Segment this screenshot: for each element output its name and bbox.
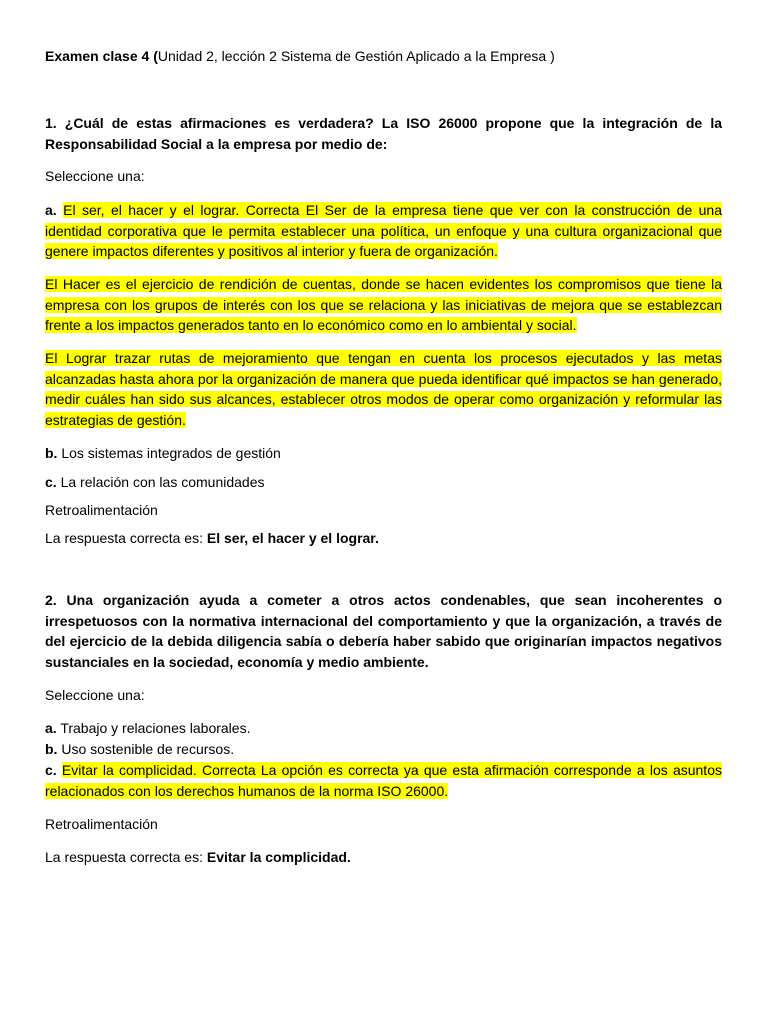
q2-correct-answer: La respuesta correcta es: Evitar la complicidad. <box>45 849 351 865</box>
q1-option-c: c. La relación con las comunidades <box>45 474 265 490</box>
q2-option-b: b. Uso sostenible de recursos. <box>45 741 235 757</box>
q1-question: 1. ¿Cuál de estas afirmaciones es verdadera? La ISO 26000 propone que la integración de la Responsabilidad Social a la empresa por medio de: <box>45 115 722 152</box>
q2-option-a: a. Trabajo y relaciones laborales. <box>45 720 251 736</box>
q1-lograr-paragraph: El Lograr trazar rutas de mejoramiento que tengan en cuenta los procesos ejecutados y las metas alcanzadas hasta ahora por la organización de manera que pueda identificar qué impactos se han generado, medir cuáles han sido sus alcances, establecer otros modos de operar como organización y reformular las estrategias de gestión. <box>45 350 722 428</box>
exam-header <box>45 46 722 67</box>
q2-feedback-label: Retroalimentación <box>45 816 158 832</box>
q1-hacer-paragraph: El Hacer es el ejercicio de rendición de cuentas, donde se hacen evidentes los compromisos que tiene la empresa con los grupos de interés con los que se relaciona y las iniciativas de mejora que se establezcan frente a los impactos generados tanto en lo económico como en lo ambiental y social. <box>45 276 722 333</box>
exam-subtitle: Unidad 2, lección 2 Sistema de Gestión Aplicado a la Empresa ) <box>157 48 555 64</box>
q2-option-c: c. Evitar la complicidad. Correcta La opción es correcta ya que esta afirmación corresponde a los asuntos relacionados con los derechos humanos de la norma ISO 26000. <box>45 762 722 799</box>
q2-select-prompt: Seleccione una: <box>45 687 145 703</box>
q2-option-c-text: Evitar la complicidad. Correcta La opción es correcta ya que esta afirmación corresponde a los asuntos relacionados con los derechos humanos de la norma ISO 26000. <box>45 762 722 799</box>
q1-feedback-label: Retroalimentación <box>45 502 158 518</box>
q1-option-b: b. Los sistemas integrados de gestión <box>45 445 281 461</box>
q1-option-a-letter: a. <box>45 202 57 218</box>
q1-select-prompt: Seleccione una: <box>45 168 145 184</box>
q2-question: 2. Una organización ayuda a cometer a otros actos condenables, que sean incoherentes o irrespetuosos con la normativa internacional del comportamiento y que la organización, a través de del ejercicio de la debida diligencia sabía o debería haber sabido que originarían impactos negativos sustanciales en la sociedad, economía y medio ambiente. <box>45 592 722 670</box>
q1-option-a <box>45 200 722 262</box>
q1-correct-answer: La respuesta correcta es: El ser, el hacer y el lograr. <box>45 530 379 546</box>
q1-option-a-text: El ser, el hacer y el lograr. Correcta El Ser de la empresa tiene que ver con la construcción de una identidad corporativa que le permita establecer una política, un enfoque y una cultura organizacional que genere impactos diferentes y positivos al interior y fuera de organización. <box>45 202 723 259</box>
exam-paren: ( <box>153 48 158 64</box>
exam-title: Examen clase 4 <box>45 48 150 64</box>
